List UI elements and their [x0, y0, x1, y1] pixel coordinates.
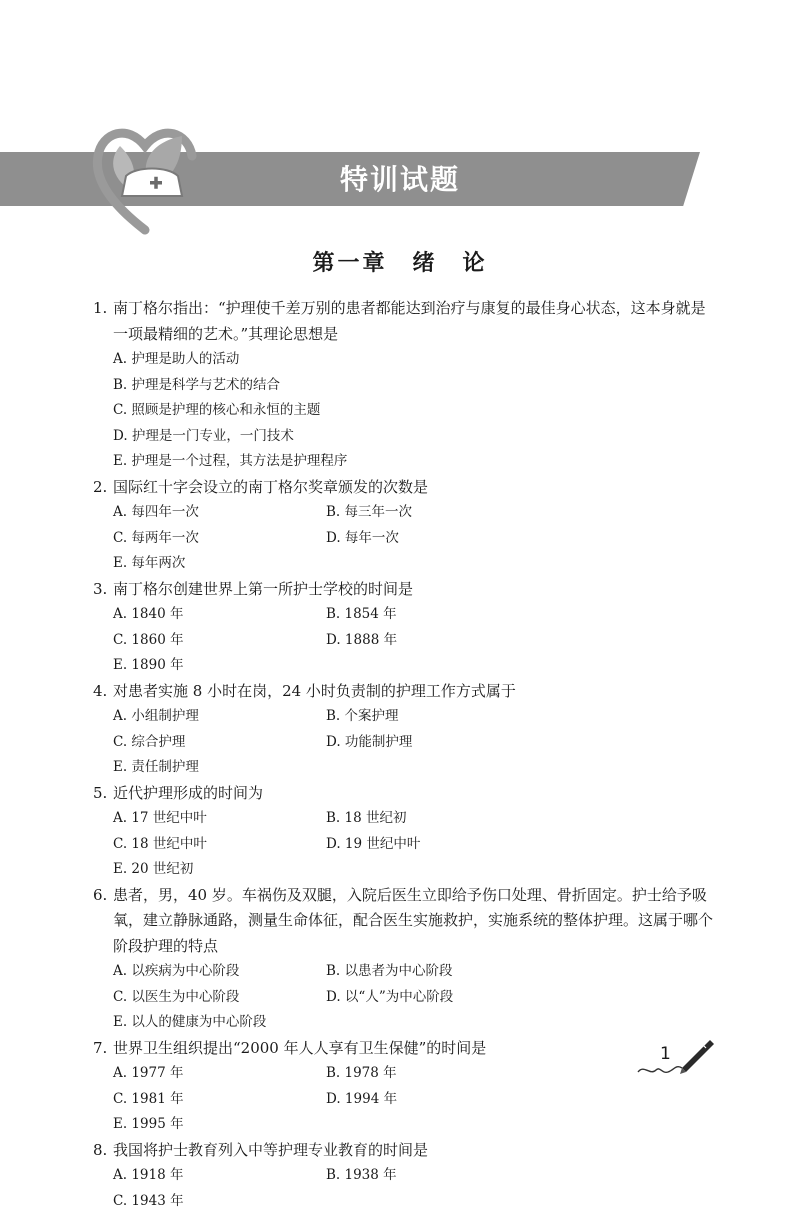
question-number: 6.: [93, 883, 113, 960]
option-e: E. 20 世纪初: [113, 857, 326, 883]
question-3: [93, 577, 715, 679]
option-d: D. 功能制护理: [326, 730, 539, 756]
option-b: B. 以患者为中心阶段: [326, 959, 539, 985]
question-stem: 对患者实施 8 小时在岗，24 小时负责制的护理工作方式属于: [113, 679, 715, 705]
question-number: 4.: [93, 679, 113, 705]
question-list: [93, 296, 715, 1214]
option-a: A. 17 世纪中叶: [113, 806, 326, 832]
question-number: 3.: [93, 577, 113, 603]
option-b: B. 1854 年: [326, 602, 539, 628]
option-d: D. 19 世纪中叶: [326, 832, 539, 858]
option-a: A. 护理是助人的活动: [113, 347, 715, 373]
question-stem: 国际红十字会设立的南丁格尔奖章颁发的次数是: [113, 475, 715, 501]
nurse-cap-heart-icon: [90, 118, 200, 236]
option-c: C. 以医生为中心阶段: [113, 985, 326, 1011]
question-stem: 南丁格尔创建世界上第一所护士学校的时间是: [113, 577, 715, 603]
banner-title: 特训试题: [300, 160, 500, 200]
option-e: E. 以人的健康为中心阶段: [113, 1010, 326, 1036]
question-number: 7.: [93, 1036, 113, 1062]
question-stem: 近代护理形成的时间为: [113, 781, 715, 807]
option-a: A. 小组制护理: [113, 704, 326, 730]
option-e: E. 护理是一个过程，其方法是护理程序: [113, 449, 715, 475]
question-number: 8.: [93, 1138, 113, 1164]
option-a: A. 1840 年: [113, 602, 326, 628]
option-e: E. 1995 年: [113, 1112, 326, 1138]
option-c: C. 每两年一次: [113, 526, 326, 552]
question-6: [93, 883, 715, 1036]
option-e: E. 责任制护理: [113, 755, 326, 781]
option-a: A. 每四年一次: [113, 500, 326, 526]
question-1: [93, 296, 715, 475]
option-b: B. 1978 年: [326, 1061, 539, 1087]
option-d: D. 1994 年: [326, 1087, 539, 1113]
option-a: A. 1918 年: [113, 1163, 326, 1189]
question-stem: 患者，男，40 岁。车祸伤及双腿，入院后医生立即给予伤口处理、骨折固定。护士给予吸氧，建立静脉通路，测量生命体征，配合医生实施救护，实施系统的整体护理。这属于哪个阶段护理的特点: [113, 883, 715, 960]
option-c: C. 照顾是护理的核心和永恒的主题: [113, 398, 715, 424]
option-c: C. 1943 年: [113, 1189, 326, 1214]
question-number: 1.: [93, 296, 113, 347]
question-stem: 我国将护士教育列入中等护理专业教育的时间是: [113, 1138, 715, 1164]
option-d: D. 以“人”为中心阶段: [326, 985, 539, 1011]
option-d: D. 1888 年: [326, 628, 539, 654]
option-c: C. 1860 年: [113, 628, 326, 654]
option-c: C. 1981 年: [113, 1087, 326, 1113]
option-a: A. 以疾病为中心阶段: [113, 959, 326, 985]
question-8: [93, 1138, 715, 1214]
option-b: B. 1938 年: [326, 1163, 539, 1189]
option-b: B. 护理是科学与艺术的结合: [113, 373, 715, 399]
option-b: B. 每三年一次: [326, 500, 539, 526]
option-b: B. 18 世纪初: [326, 806, 539, 832]
option-e: E. 每年两次: [113, 551, 326, 577]
option-e: E. 1890 年: [113, 653, 326, 679]
question-stem: 南丁格尔指出：“护理使千差万别的患者都能达到治疗与康复的最佳身心状态，这本身就是一项最精细的艺术。”其理论思想是: [113, 296, 715, 347]
pen-icon: [636, 1034, 716, 1080]
option-b: B. 个案护理: [326, 704, 539, 730]
chapter-title: 第一章 绪 论: [0, 246, 800, 277]
option-d: D. 护理是一门专业，一门技术: [113, 424, 715, 450]
question-stem: 世界卫生组织提出“2000 年人人享有卫生保健”的时间是: [113, 1036, 715, 1062]
question-5: [93, 781, 715, 883]
page-number: 1: [660, 1044, 671, 1064]
question-2: [93, 475, 715, 577]
option-d: D. 每年一次: [326, 526, 539, 552]
question-number: 5.: [93, 781, 113, 807]
option-c: C. 18 世纪中叶: [113, 832, 326, 858]
question-number: 2.: [93, 475, 113, 501]
question-4: [93, 679, 715, 781]
question-7: [93, 1036, 715, 1138]
option-c: C. 综合护理: [113, 730, 326, 756]
option-a: A. 1977 年: [113, 1061, 326, 1087]
